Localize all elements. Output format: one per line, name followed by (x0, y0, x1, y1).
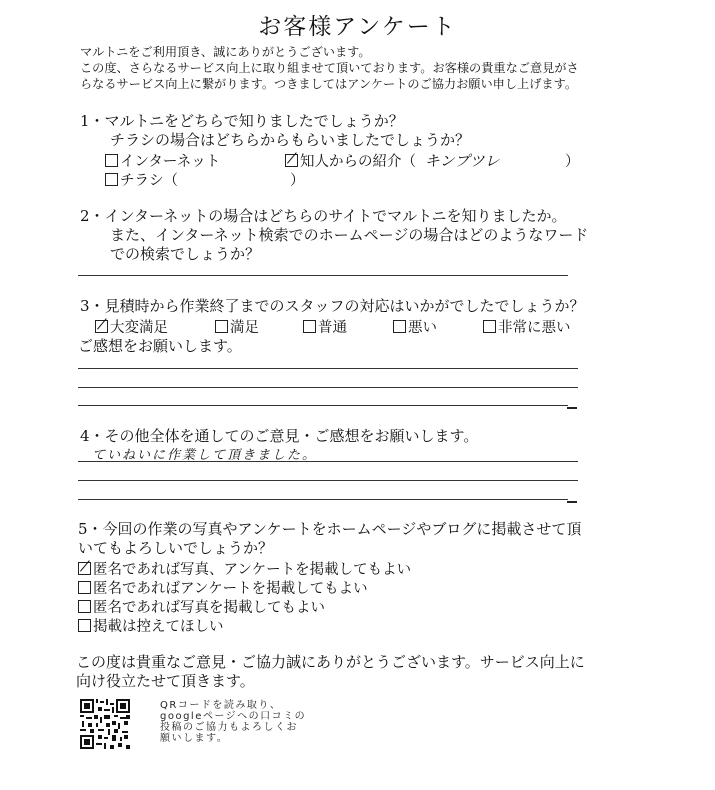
q3-answer-line-1[interactable] (78, 368, 578, 369)
closing-line-1: この度は貴重なご意見・ご協力誠にありがとうございます。サービス向上に (76, 653, 585, 671)
closing-line-2: 向け役立たせて頂きます。 (76, 672, 255, 690)
q1-option-flyer[interactable]: チラシ（ (105, 169, 178, 190)
line-end-mark (567, 501, 577, 503)
q1-subquestion: チラシの場合はどちらからもらいましたでしょうか？ (110, 131, 471, 149)
q5-option-survey-only[interactable]: 匿名であればアンケートを掲載してもよい (78, 577, 368, 598)
q2-answer-line[interactable] (78, 275, 568, 276)
q4-answer[interactable]: ていねいに作業して頂きました。 (92, 448, 318, 463)
q1-option-referral[interactable]: 知人からの紹介（ キンプツレ (285, 150, 499, 171)
checkbox-icon[interactable] (105, 173, 118, 186)
checkbox-icon[interactable] (215, 320, 228, 333)
checkbox-icon[interactable] (105, 154, 118, 167)
q1-question: 1・マルトニをどちらで知りましたでしょうか？ (80, 112, 404, 130)
q3-answer-line-2[interactable] (78, 387, 578, 388)
q2-question-line2: また、インターネット検索でのホームページの場合はどのようなワード (110, 226, 589, 244)
q4-question: 4・その他全体を通してのご意見・ご感想をお願いします。 (80, 427, 479, 445)
checkbox-icon[interactable] (78, 581, 91, 594)
qr-instructions: QRコードを読み取り、 googleページへの口コミの 投稿のご協力もよろしくお 願いします。 (160, 700, 307, 744)
checkbox-checked-icon[interactable] (285, 154, 298, 167)
q3-option-very-bad[interactable]: 非常に悪い (483, 316, 571, 337)
q5-question: 5・今回の作業の写真やアンケートをホームページやブログに掲載させて頂 (78, 520, 582, 538)
q3-question: 3・見積時から作業終了までのスタッフの対応はいかがでしたでしょうか？ (80, 297, 585, 315)
q3-prompt: ご感想をお願いします。 (78, 337, 242, 355)
q1-option-internet[interactable]: インターネット (105, 150, 220, 171)
intro-line-3: らなるサービス向上に繋がります。つきましてはアンケートのご協力お願い申し上げます。 (80, 77, 578, 91)
qr-code-icon[interactable] (80, 699, 130, 749)
q2-question-line3: での検索でしょうか？ (110, 245, 261, 263)
checkbox-checked-icon[interactable] (95, 320, 108, 333)
checkbox-icon[interactable] (393, 320, 406, 333)
q4-answer-line-1[interactable] (78, 461, 578, 462)
line-end-mark (567, 407, 577, 409)
q4-answer-line-2[interactable] (78, 480, 578, 481)
q2-question: 2・インターネットの場合はどちらのサイトでマルトニを知りましたか。 (80, 207, 567, 225)
q3-option-satisfied[interactable]: 満足 (215, 316, 259, 337)
q3-option-normal[interactable]: 普通 (303, 316, 347, 337)
q3-answer-line-3[interactable] (78, 405, 568, 406)
q3-option-very-satisfied[interactable]: 大変満足 (95, 316, 168, 337)
intro-line-1: マルトニをご利用頂き、誠にありがとうございます。 (80, 45, 371, 59)
checkbox-icon[interactable] (303, 320, 316, 333)
checkbox-icon[interactable] (78, 600, 91, 613)
checkbox-icon[interactable] (78, 619, 91, 632)
q1-flyer-close: ） (290, 173, 305, 189)
q5-question-line2: いてもよろしいでしょうか？ (78, 539, 274, 557)
checkbox-checked-icon[interactable] (78, 562, 91, 575)
q1-referral-close: ） (565, 154, 580, 170)
page-title: お客様アンケート (258, 14, 457, 40)
q4-answer-line-3[interactable] (78, 499, 568, 500)
q3-option-bad[interactable]: 悪い (393, 316, 437, 337)
q5-option-no-publish[interactable]: 掲載は控えてほしい (78, 615, 224, 636)
intro-line-2: この度、さらなるサービス向上に取り組ませて頂いております。お客様の貴重なご意見がさ (80, 61, 579, 75)
q5-option-photo-and-survey[interactable]: 匿名であれば写真、アンケートを掲載してもよい (78, 558, 411, 579)
q1-referral-answer[interactable]: キンプツレ (424, 152, 500, 170)
checkbox-icon[interactable] (483, 320, 496, 333)
q5-option-photo-only[interactable]: 匿名であれば写真を掲載してもよい (78, 596, 325, 617)
